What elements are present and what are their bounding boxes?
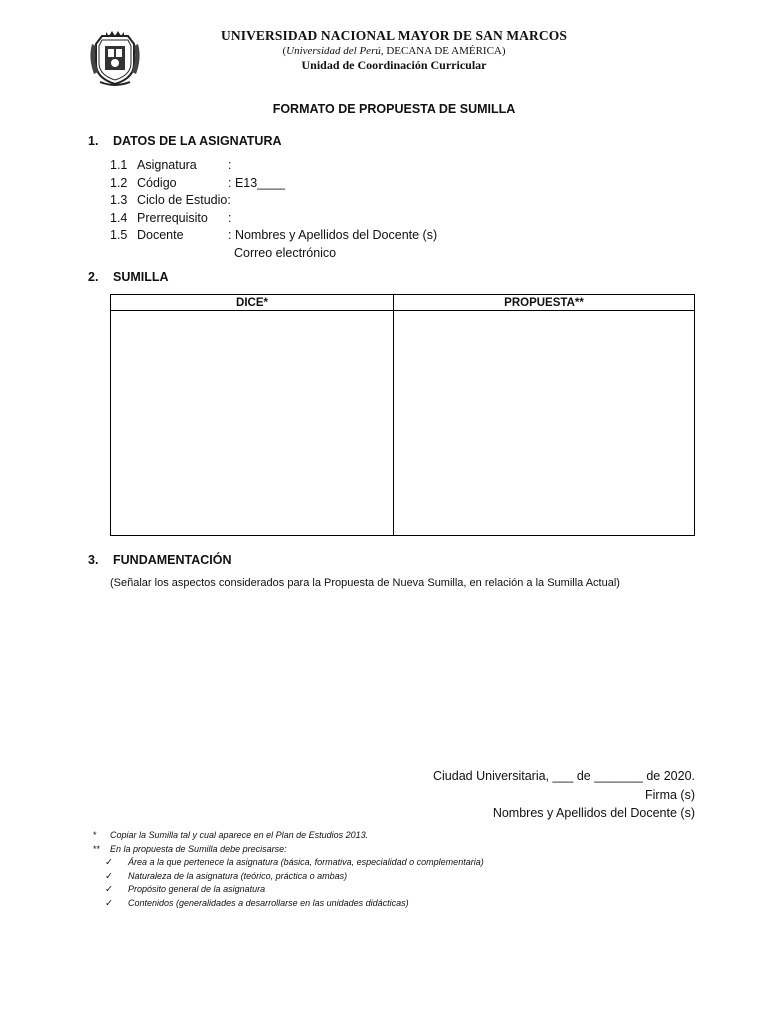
teacher-name-line: Nombres y Apellidos del Docente (s): [492, 806, 695, 820]
section-2-heading: 2. SUMILLA: [88, 270, 169, 284]
university-header: [150, 28, 638, 73]
university-subtitle: (Universidad del Perú, DECANA DE AMÉRICA): [282, 45, 506, 57]
sumilla-table: [110, 294, 695, 536]
check-icon: ✓: [105, 897, 113, 909]
fundamentacion-instructions: (Señalar los aspectos considerados para la Propuesta de Nueva Sumilla, en relación a la Sumilla Actual): [110, 577, 620, 589]
university-name: UNIVERSIDAD NACIONAL MAYOR DE SAN MARCOS: [221, 28, 567, 43]
section-3-heading: 3. FUNDAMENTACIÓN: [88, 553, 232, 567]
dice-cell[interactable]: [111, 311, 394, 536]
university-seal-icon: [88, 30, 142, 88]
check-icon: ✓: [105, 857, 113, 868]
column-header-propuesta: PROPUESTA**: [394, 295, 695, 311]
column-header-dice: DICE*: [111, 295, 394, 311]
document-page: UNIVERSIDAD NACIONAL MAYOR DE SAN MARCOS (Universidad del Perú, DECANA DE AMÉRICA) Unidad de Coordinación Curricular FORMATO DE PROPUESTA DE SUMILLA 1. DATOS DE LA ASIGNATURA 1.1 Asignatura : 1.2 Código : E13____ 1.3 Ciclo de Estudio: 1.4 Prerrequisito : 1.5 Docente : Nombres y Apellidos del Docente (s) Correo electrónico 2. SUMILLA DICE* PROPUESTA** 3. FUNDAMENTACIÓN (Señalar los aspectos considerados para la Propuesta de Nueva Sumilla, en relación a la Sumilla Actual) Ciudad Universitaria, ___ de _______ de 2020. Firma (s) Nombres y Apellidos del Docente (s) * Copiar la Sumilla tal y cual aparece en el Plan de Estudios 2013. ** En la propuesta de Sumilla debe precisarse: ✓ Área a la que pertenece la asignatura (básica, formativa, especialidad o complementaria) ✓ Naturaleza de la asignatura (teórico, práctica o ambas) ✓ Propósito general de la asignatura ✓ Contenidos (generalidades a desarrollarse en las unidades didácticas): [0, 0, 768, 1024]
section-1-heading: 1. DATOS DE LA ASIGNATURA: [88, 134, 282, 148]
form-title: FORMATO DE PROPUESTA DE SUMILLA: [272, 102, 516, 116]
place-date-line: Ciudad Universitaria, ___ de _______ de 2020.: [433, 769, 695, 783]
unit-name: Unidad de Coordinación Curricular: [301, 58, 487, 72]
check-icon: ✓: [105, 884, 113, 895]
signature-label: Firma (s): [645, 787, 695, 802]
signature-block: [433, 767, 695, 823]
check-icon: ✓: [105, 870, 113, 882]
propuesta-cell[interactable]: [394, 311, 695, 536]
